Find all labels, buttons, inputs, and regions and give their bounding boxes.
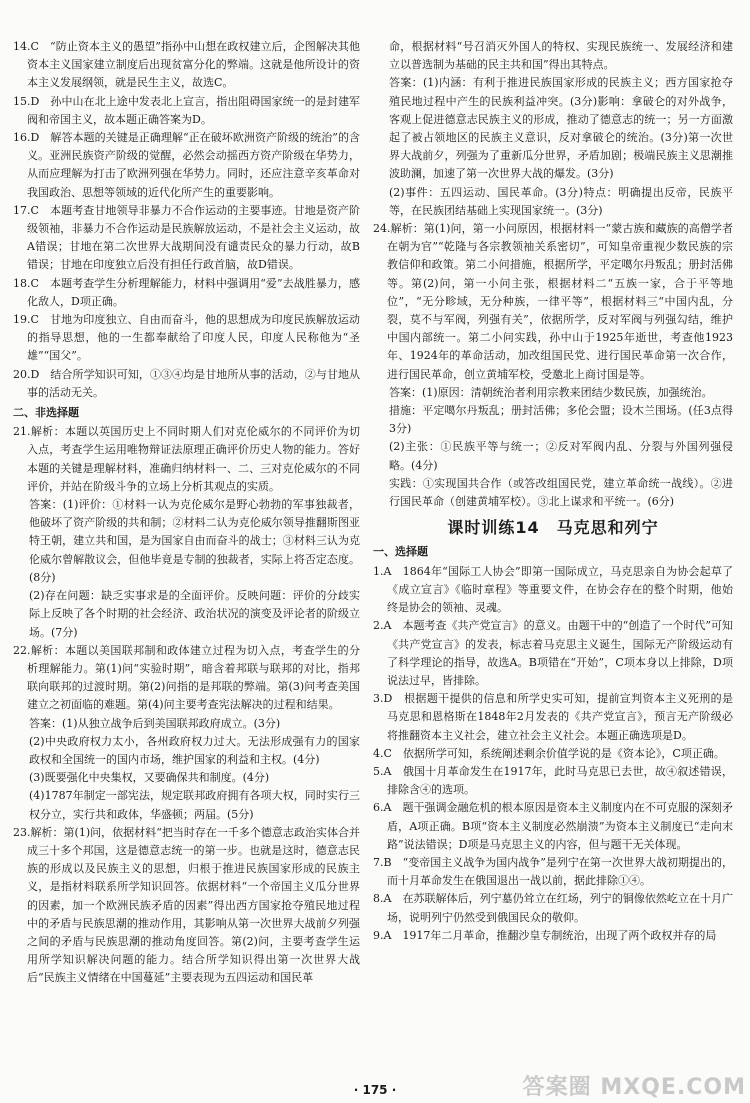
text-paragraph: (2)中央政府权力太小，各州政府权力过大。无法形成强有力的国家政权和全国统一的国内市场，维护国家的利益和主权。(4分): [29, 734, 360, 766]
text-paragraph: 18.C 本题考查学生分析理解能力，材料中强调用“爱”去战胜暴力，感化敌人，D项正确。: [13, 276, 360, 308]
text-paragraph: 答案：(1)原因：清朝统治者利用宗教来团结少数民族，加强统治。: [389, 385, 713, 399]
text-paragraph: 21.解析：本题以英国历史上不同时期人们对克伦威尔的不同评价为切入点，考查学生运用唯物辩证法原理正确评价历史人物的能力。答好本题的关键是理解材料，准确归纳材料一、二、三对克伦威尔的不同评价，并站在阶级斗争的立场上分析其观点的实质。: [13, 425, 360, 493]
text-paragraph: 答案：(1)从独立战争后到美国联邦政府成立。(3分): [29, 716, 281, 730]
text-paragraph: 4.C 依据所学可知，系统阐述剩余价值学说的是《资本论》，C项正确。: [373, 746, 725, 760]
text-paragraph: 答案：(1)评价：①材料一认为克伦威尔是野心勃勃的军事独裁者，他破坏了资产阶级的共和制；②材料二认为克伦威尔领导推翻斯图亚特王朝，建立共和国，是为国家自由而奋斗的战士；③材料三认为克伦威尔曾解散议会，但他毕竟是专制的独裁者，实际上将否定态度。(8分): [29, 498, 360, 584]
text-paragraph: 9.A 1917年二月革命，推翻沙皇专制统治，出现了两个政权并存的局: [373, 928, 717, 942]
text-paragraph: 措施：平定噶尔丹叛乱；册封活佛；多伦会盟；设木兰围场。(任3点得3分): [389, 404, 733, 436]
text-paragraph: 17.C 本题考查甘地领导非暴力不合作运动的主要事迹。甘地是资产阶级领袖，非暴力不合作运动是民族解放运动，不是社会主义运动，故A错误；甘地在第二次世界大战期间没有谴责民众的暴力行动，故B错误；甘地在印度独立后没有担任行政首脑，故D错误。: [13, 203, 360, 272]
text-paragraph: 20.D 结合所学知识可知，①③④均是甘地所从事的活动，②与甘地从事的活动无关。: [13, 367, 360, 399]
text-paragraph: 1.A 1864年“国际工人协会”即第一国际成立，马克思亲自为协会起草了《成立宣言》《临时章程》等重要文件，在协会存在的整个时期，他始终是协会的领袖、灵魂。: [373, 564, 733, 615]
text-paragraph: 16.D 解答本题的关键是正确理解“正在破坏欧洲资产阶级的统治”的含义。亚洲民族资产阶级的觉醒，必然会动摇西方资产阶级在华势力，从而应理解为打击了欧洲列强在华势力。同时，还应注意辛亥革命对我国政治、思想等领域的近代化所产生的重要影响。: [13, 131, 360, 199]
section-heading: 一、选择题: [373, 545, 428, 559]
text-paragraph: 2.A 本题考查《共产党宣言》的意义。由题干中的“创造了一个时代”可知《共产党宣言》的发表，标志着马克思主义诞生，国际无产阶级运动有了科学理论的指导，故选A。B项错在“开始”，C项本身以上排除，D项说法过早，皆排除。: [373, 619, 733, 687]
text-paragraph: (2)事件：五四运动、国民革命。(3分)特点：明确提出反帝，民族平等，在民族团结基础上实现国家统一。(3分): [389, 185, 733, 217]
text-paragraph: 19.C 甘地为印度独立、自由而奋斗，他的思想成为印度民族解放运动的指导思想，他的一生都奉献给了印度人民，印度人民称他为“圣雄”“国父”。: [13, 313, 360, 363]
lesson-title: 课时训练14 马克思和列宁: [447, 518, 659, 538]
text-paragraph: 15.D 孙中山在北上途中发表北上宣言，指出阻碍国家统一的是封建军阀和帝国主义，故本题正确答案为D。: [13, 94, 360, 126]
text-paragraph: (2)存在问题：缺乏实事求是的全面评价。反映问题：评价的分歧实际上反映了各个时期的社会经济、政治状况的演变及评论者的阶级立场。(7分): [29, 589, 360, 639]
text-paragraph: 24.解析：第(1)问，第一小问原因，根据材料一“蒙古族和藏族的高僧学者在朝为官”“乾隆与各宗教领袖关系密切”，可知皇帝重视少数民族的宗教信仰和政策。第二小问措施，根据所学，平定噶尔丹叛乱；册封活佛等。第(2)问，第一小问主张，根据材料二“五族一家，合于平等地位”，“无分畛域，无分种族，一律平等”，根据材料三“中国内乱，分裂，莫不与军阀，列强有关”，依据所学，反对军阀与列强勾结，维护中国内部统一。第二小问实践，孙中山于1925年逝世，考查他1923年、1924年的革命活动，加改组国民党、进行国民革命第一次合作，进行国民革命，创立黄埔军校，受邀北上商讨国是等。: [373, 222, 733, 381]
text-paragraph: (4)1787年制定一部宪法，规定联邦政府拥有各项大权，同时实行三权分立，实行共和政体，华盛顿；两届。(5分): [29, 789, 360, 821]
text-paragraph: 23.解析：第(1)问，依据材料“把当时存在一千多个德意志政治实体合并成三十多个邦国，这是德意志统一的第一步。也就是这时，德意志民族的形成以及民族主义的思想，归根于推进民族国家形成的民族主义，是指材料联系所学知识回答。依据材料“一个帝国主义瓜分世界的因素，加一个欧洲民族矛盾的因素”得出西方国家抢夺殖民地过程中的矛盾与民族思潮的推动作用，其影响从第一次世界大战前夕列强之间的矛盾与民族思潮的推动角度回答。第(2)问，主要考查学生运用所学知识解决问题的能力。结合所学知识得出第一次世界大战后“民族主义情绪在中国蔓延”主要表现为五四运动和国民革: [13, 825, 360, 985]
text-paragraph: 5.A 俄国十月革命发生在1917年，此时马克思已去世，故④叙述错误，排除含④的选项。: [373, 764, 733, 797]
text-paragraph: 实践：①实现国共合作（或答改组国民党，建立革命统一战线）。②进行国民革命（创建黄埔军校）。③北上谋求和平统一。(6分): [389, 476, 733, 509]
page-number: · 175 ·: [353, 1083, 397, 1097]
text-paragraph: 答案：(1)内涵：有利于推进民族国家形成的民族主义；西方国家抢夺殖民地过程中产生的民族利益冲突。(3分)影响：拿破仑的对外战争，客观上促进德意志民族主义的形成，推动了德意志的统一；另一方面激起了被占领地区的民族主义意识，反对拿破仑的统治。(3分)第一次世界大战前夕，列强为了重新瓜分世界，矛盾加剧；极端民族主义思潮推波助澜，加速了第一次世界大战的爆发。(3分): [389, 76, 733, 181]
text-paragraph: 命，根据材料“号召消灭外国人的特权、实现民族统一、发展经济和建立以普选制为基础的民主共和国”得出其特点。: [389, 40, 733, 72]
text-paragraph: (3)既要强化中央集权，又要确保共和制度。(4分): [29, 771, 270, 785]
watermark: 答案圈 MXQE.COM: [522, 1075, 746, 1100]
text-paragraph: 22.解析：本题以美国联邦制和政体建立过程为切入点，考查学生的分析理解能力。第(1)问“实验时期”，暗含着邦联与联邦的对比，指邦联向联邦的过渡时期。第(2)问指的是邦联的弊端。第(3)问考查美国建立之初面临的难题。第(4)问主要考查宪法解决的过程和结果。: [13, 643, 360, 712]
section-heading: 二、非选择题: [13, 406, 79, 420]
text-paragraph: (2)主张：①民族平等与统一；②反对军阀内乱、分裂与外国列强侵略。(4分): [389, 440, 733, 472]
text-paragraph: 3.D 根据题干提供的信息和所学史实可知，提前宣判资本主义死刑的是马克思和恩格斯在1848年2月发表的《共产党宣言》，预言无产阶级必将推翻资本主义社会，建立社会主义社会。本题正确选项是D。: [373, 692, 733, 742]
left-column: [13, 38, 360, 988]
right-column: [373, 38, 733, 945]
text-paragraph: 8.A 在苏联解体后，列宁墓仍耸立在红场，列宁的铜像依然屹立在十月广场，说明列宁仍然受到俄国民众的敬仰。: [373, 892, 733, 924]
text-paragraph: 14.C “防止资本主义的愚望”指孙中山想在政权建立后，企图解决其他资本主义国家建立制度后出现贫富分化的弊端。这就是他所设计的资本主义发展纲领，就是民生主义，故选C。: [13, 40, 360, 90]
text-paragraph: 6.A 题干强调金融危机的根本原因是资本主义制度内在不可克服的深刻矛盾，A项正确。B项“资本主义制度必然崩溃”为资本主义制度已“走向末路”说法错误；D项是马克思主义的内容，但与题干无关体现。: [373, 801, 733, 851]
text-paragraph: 7.B “变帝国主义战争为国内战争”是列宁在第一次世界大战初期提出的，而十月革命发生在俄国退出一战以前，据此排除①④。: [373, 855, 733, 888]
